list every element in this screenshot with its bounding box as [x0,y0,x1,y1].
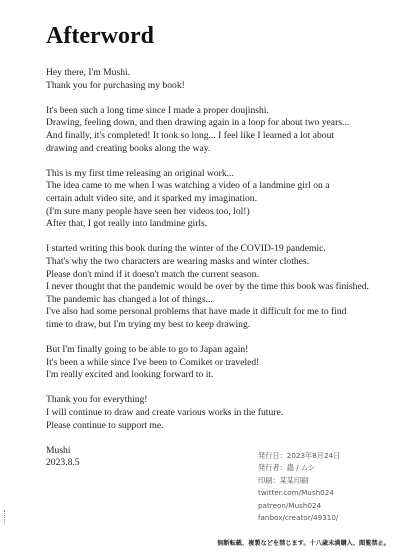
text-line: That's why the two characters are wearing masks and winter clothes. [46,255,310,267]
text-line: Drawing, feeling down, and then drawing again in a loop for about two years... [46,117,350,129]
text-line: drawing and creating books along the way. [46,142,211,154]
text-line: Please continue to support me. [46,419,164,431]
text-line: It's been a while since I've been to Comiket or traveled! [46,356,260,368]
paragraph-origin [46,168,396,231]
text-line: I started writing this book during the winter of the COVID-19 pandemic. [46,243,326,255]
text-line: After that, I got really into landmine girls. [46,218,208,230]
author-name: Mushi [46,444,71,456]
text-line: Hey there, I'm Mushi. [46,67,131,78]
text-line: I'm really excited and looking forward to it. [46,369,214,381]
paragraph-doujinshi [46,105,396,155]
colophon-twitter: twitter.com/Mush024 [258,488,334,498]
colophon-publish-date: 発行日：2023年8月24日 [258,451,341,460]
colophon-patreon: patreon/Mush024 [258,500,322,510]
text-line: It's been such a long time since I made a proper doujinshi. [46,104,269,116]
text-line: I will continue to draw and create various works in the future. [46,407,284,419]
afterword-body [46,67,396,483]
text-line: The pandemic has changed a lot of things... [46,293,213,305]
signature-date: 2023.8.5 [46,457,80,469]
colophon [258,450,398,524]
text-line: time to draw, but I'm trying my best to keep drawing. [46,318,251,330]
page-title: Afterword [46,23,154,49]
colophon-fanbox: fanbox/creator/49310/ [258,513,339,523]
text-line: Thank you for purchasing my book! [46,79,185,91]
colophon-printer: 印刷：某某印刷 [258,475,309,485]
copyright-notice: 無断転載、複製などを禁じます。十八歳未満購入、閲覧禁止。 [217,540,390,547]
text-line: (I'm sure many people have seen her videos too, lol!) [46,205,250,217]
text-line: certain adult video site, and it sparked my imagination. [46,192,258,204]
text-line: And finally, it's completed! It took so long... I feel like I learned a lot about [46,129,335,141]
text-line: Please don't mind if it doesn't match the current season. [46,268,259,280]
text-line: Thank you for everything! [46,394,148,406]
page-edge-mark [4,510,8,524]
text-line: I've also had some personal problems that have made it difficult for me to find [46,306,347,318]
text-line: I never thought that the pandemic would be over by the time this book was finished. [46,281,369,293]
text-line: But I'm finally going to be able to go to Japan again! [46,344,249,356]
paragraph-pandemic [46,243,396,331]
text-line: This is my first time releasing an original work... [46,167,234,179]
colophon-publisher: 発行者：蟲 / ムシ [258,463,316,473]
paragraph-thanks [46,394,396,432]
text-line: The idea came to me when I was watching a video of a landmine girl on a [46,180,330,192]
paragraph-japan [46,344,396,382]
paragraph-greeting [46,67,396,92]
